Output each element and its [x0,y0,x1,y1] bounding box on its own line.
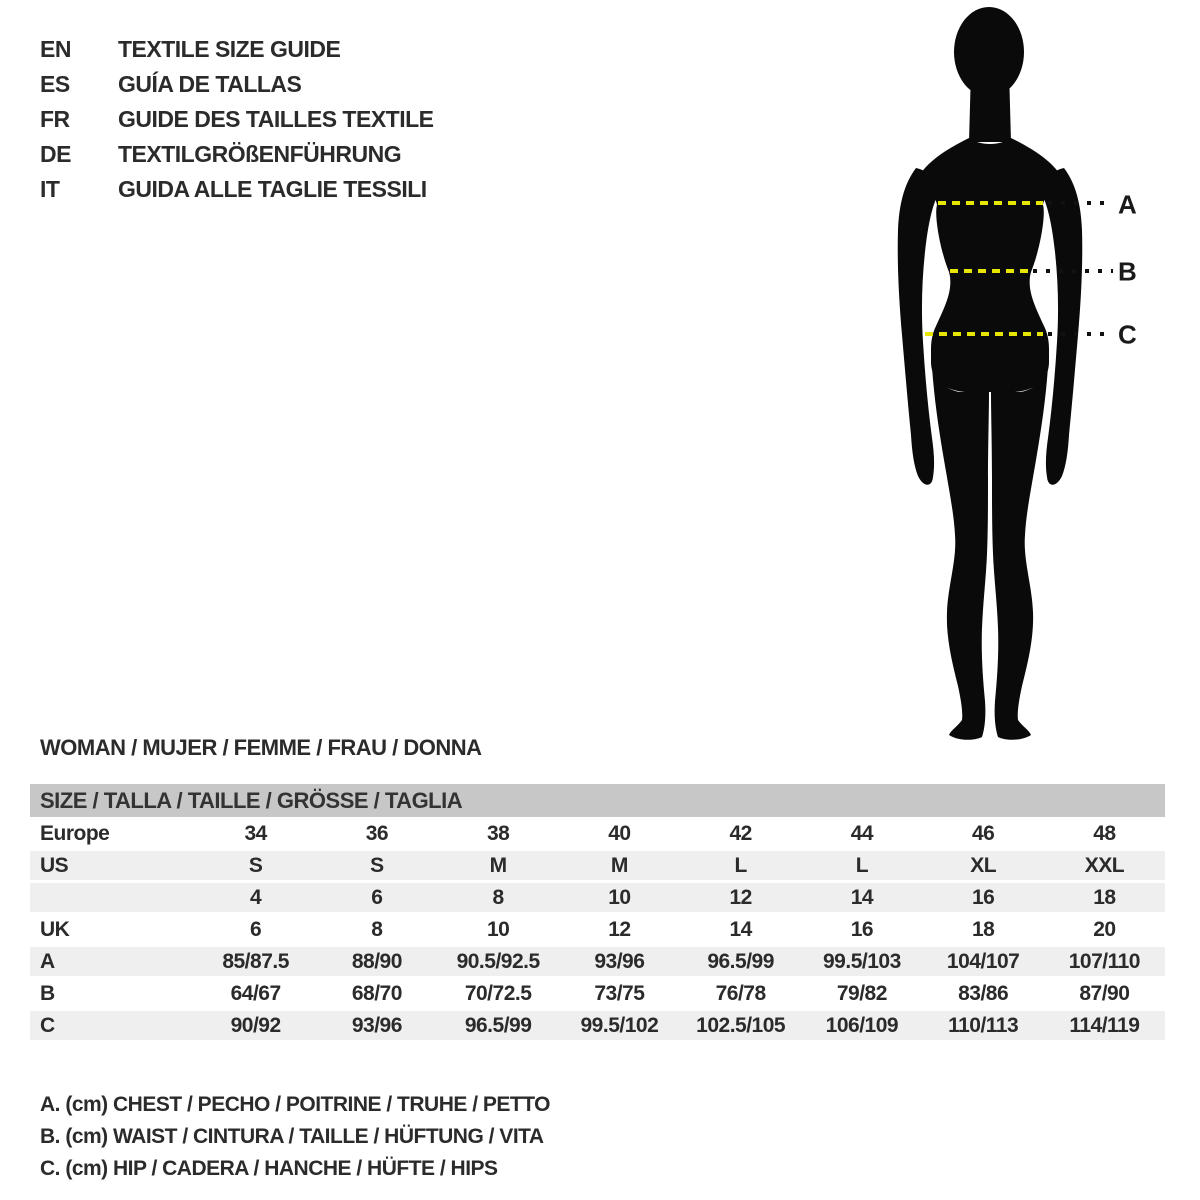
table-row-label: C [40,1013,55,1037]
size-table [30,784,1165,1043]
table-cell: 83/86 [958,981,1009,1005]
table-cell: 34 [244,821,267,845]
guide-title-fr: GUIDE DES TAILLES TEXTILE [118,106,434,132]
legend-hip: C. (cm) HIP / CADERA / HANCHE / HÜFTE / HIPS [40,1157,498,1180]
language-title-list [40,32,434,207]
measurement-legend [40,1089,550,1185]
table-cell: L [734,853,747,877]
guide-title-en: TEXTILE SIZE GUIDE [118,36,341,62]
table-cell: 42 [729,821,752,845]
table-cell: 10 [486,917,510,941]
table-cell: 36 [365,821,389,845]
table-cell: 88/90 [351,949,402,973]
table-cell: 79/82 [836,981,887,1005]
table-cell: 12 [608,917,631,941]
measurement-figure [870,0,1200,760]
table-cell: 107/110 [1068,949,1140,973]
table-cell: 16 [850,917,874,941]
table-cell: 70/72.5 [464,981,532,1005]
measure-label-a: A [1118,189,1137,220]
table-cell: 8 [371,917,383,941]
table-cell: 12 [729,885,752,909]
language-row-it [40,172,434,207]
table-cell: 6 [371,885,383,909]
table-cell: L [855,853,869,877]
table-cell: 90.5/92.5 [456,949,540,973]
table-cell: M [610,853,628,877]
language-row-en [40,32,434,67]
table-cell: 18 [1093,885,1116,909]
table-row-us [30,851,1165,880]
table-cell: 102.5/105 [696,1013,786,1037]
table-cell: 44 [850,821,874,845]
measure-label-c: C [1118,319,1137,350]
table-cell: 38 [486,821,510,845]
table-row-chest-a [30,947,1165,976]
table-cell: 46 [971,821,995,845]
table-cell: 99.5/102 [580,1013,659,1037]
table-row-label: A [40,949,55,973]
table-cell: 68/70 [351,981,402,1005]
table-cell: XL [970,853,997,877]
table-cell: 96.5/99 [707,949,774,973]
woman-silhouette-icon [870,0,1200,760]
language-row-de [40,137,434,172]
table-cell: 64/67 [230,981,281,1005]
table-cell: 104/107 [946,949,1020,973]
table-cell: 48 [1093,821,1116,845]
table-cell: 20 [1093,917,1116,941]
table-cell: 14 [729,917,752,941]
guide-title-it: GUIDA ALLE TAGLIE TESSILI [118,176,427,202]
table-row-label: Europe [40,821,110,845]
table-row-waist-b [30,979,1165,1008]
table-cell: 85/87.5 [222,949,289,973]
table-cell: 114/119 [1069,1013,1140,1037]
table-row-hip-c [30,1011,1165,1040]
table-cell: 96.5/99 [464,1013,532,1037]
language-row-fr [40,102,434,137]
language-row-es [40,67,434,102]
table-header: SIZE / TALLA / TAILLE / GRÖSSE / TAGLIA [30,784,1165,817]
table-cell: 73/75 [594,981,645,1005]
table-cell: M [489,853,507,877]
table-cell: S [370,853,384,877]
table-row-label: B [40,981,55,1005]
language-code: ES [40,71,70,97]
table-cell: S [248,853,263,877]
language-code: DE [40,141,71,167]
table-cell: 106/109 [825,1013,899,1037]
section-title-woman: WOMAN / MUJER / FEMME / FRAU / DONNA [40,735,482,760]
table-cell: 99.5/103 [823,949,901,973]
table-cell: 4 [250,885,262,909]
table-cell: XXL [1084,853,1125,877]
legend-chest: A. (cm) CHEST / PECHO / POITRINE / TRUHE / PETTO [40,1093,551,1116]
table-row-label: UK [40,917,70,941]
table-row-europe [30,819,1165,848]
table-row-uk [30,915,1165,944]
table-cell: 76/78 [715,981,766,1005]
table-cell: 90/92 [230,1013,281,1037]
table-cell: 93/96 [351,1013,402,1037]
table-cell: 93/96 [594,949,645,973]
table-cell: 87/90 [1079,981,1130,1005]
measure-label-b: B [1118,256,1137,287]
table-cell: 16 [971,885,995,909]
legend-waist: B. (cm) WAIST / CINTURA / TAILLE / HÜFTUNG / VITA [40,1125,544,1148]
language-code: IT [40,176,60,202]
table-cell: 8 [492,885,504,909]
table-cell: 110/113 [948,1013,1019,1037]
table-row-label: US [40,853,69,877]
table-cell: 6 [250,917,262,941]
language-code: FR [40,106,70,132]
table-cell: 18 [971,917,995,941]
table-row-us-numeric [30,883,1165,912]
table-cell: 14 [850,885,874,909]
language-code: EN [40,36,71,62]
guide-title-es: GUÍA DE TALLAS [118,71,302,97]
table-cell: 40 [608,821,631,845]
table-cell: 10 [608,885,631,909]
guide-title-de: TEXTILGRÖßENFÜHRUNG [118,141,402,167]
